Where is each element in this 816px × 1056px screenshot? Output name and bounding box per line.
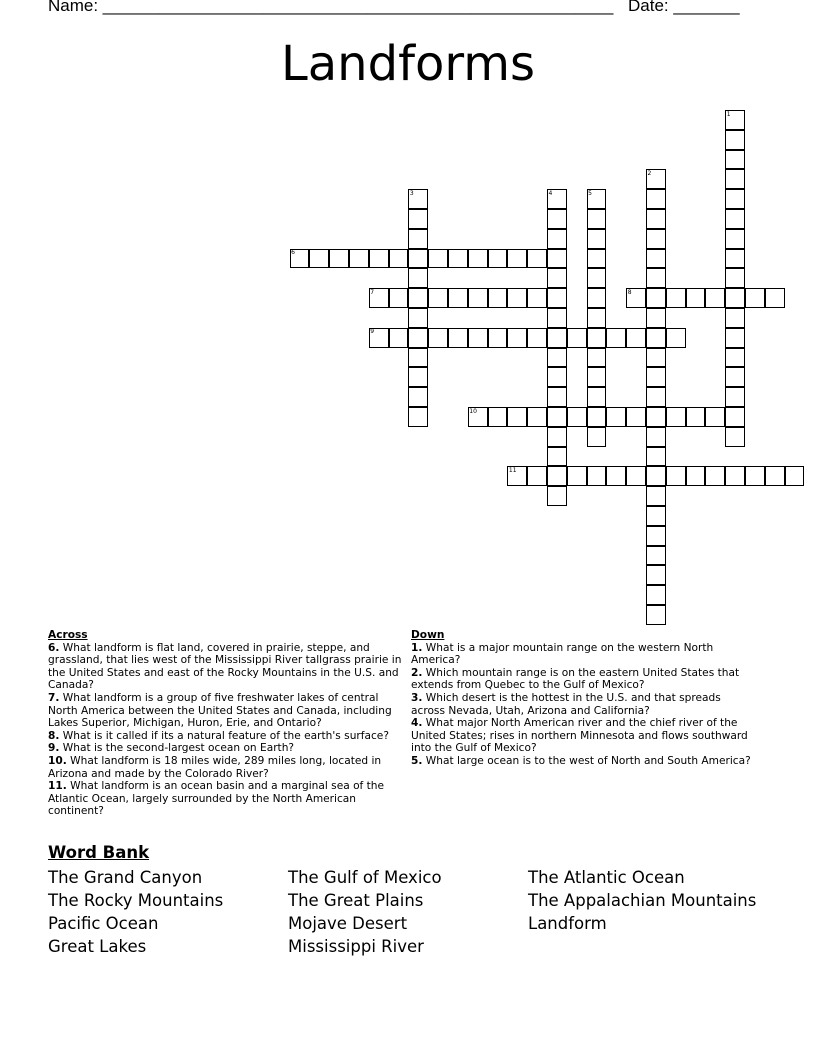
crossword-cell[interactable] xyxy=(686,466,706,486)
crossword-cell[interactable] xyxy=(507,328,527,348)
crossword-cell[interactable] xyxy=(389,328,409,348)
crossword-cell[interactable] xyxy=(646,229,666,249)
crossword-cell[interactable] xyxy=(408,268,428,288)
crossword-cell[interactable] xyxy=(646,526,666,546)
crossword-cell[interactable] xyxy=(428,328,448,348)
crossword-cell[interactable] xyxy=(606,328,626,348)
word-bank-word: Great Lakes xyxy=(48,937,147,956)
crossword-cell[interactable] xyxy=(547,486,567,506)
crossword-cell[interactable] xyxy=(408,407,428,427)
word-bank-word: The Atlantic Ocean xyxy=(528,868,685,887)
crossword-cell[interactable] xyxy=(567,328,587,348)
crossword-cell[interactable] xyxy=(507,249,527,269)
crossword-cell[interactable] xyxy=(408,348,428,368)
crossword-cell[interactable] xyxy=(428,288,448,308)
word-bank-title: Word Bank xyxy=(48,843,150,862)
crossword-cell[interactable] xyxy=(527,328,547,348)
crossword-cell[interactable] xyxy=(448,288,468,308)
crossword-cell[interactable] xyxy=(725,209,745,229)
clue-number: 4 xyxy=(548,189,553,197)
name-field-label[interactable]: Name: ______________________________________________________ xyxy=(48,0,614,15)
crossword-cell[interactable] xyxy=(547,427,567,447)
crossword-cell[interactable] xyxy=(547,387,567,407)
clue-number: 8 xyxy=(627,288,632,296)
word-bank-word: The Appalachian Mountains xyxy=(528,891,757,910)
clue-down-3: 3. Which desert is the hottest in the U.S. and that spreads across Nevada, Utah, Arizona and California? xyxy=(411,691,721,717)
crossword-cell[interactable] xyxy=(468,249,488,269)
crossword-cell[interactable] xyxy=(468,288,488,308)
crossword-cell[interactable] xyxy=(507,288,527,308)
crossword-cell[interactable] xyxy=(587,249,607,269)
crossword-cell[interactable] xyxy=(567,407,587,427)
crossword-cell[interactable] xyxy=(587,407,607,427)
crossword-cell[interactable] xyxy=(329,249,349,269)
crossword-cell[interactable] xyxy=(547,229,567,249)
crossword-cell[interactable] xyxy=(527,466,547,486)
crossword-cell[interactable] xyxy=(488,328,508,348)
word-bank-word: Mojave Desert xyxy=(288,914,408,933)
across-clues xyxy=(48,629,408,818)
crossword-cell[interactable] xyxy=(765,288,785,308)
crossword-cell[interactable] xyxy=(547,288,567,308)
clue-across-8: 8. What is it called if its a natural feature of the earth's surface? xyxy=(48,729,389,742)
crossword-cell[interactable] xyxy=(705,407,725,427)
crossword-cell[interactable] xyxy=(646,308,666,328)
crossword-cell[interactable] xyxy=(408,209,428,229)
crossword-cell[interactable] xyxy=(725,348,745,368)
crossword-cell[interactable] xyxy=(646,605,666,625)
crossword-cell[interactable] xyxy=(587,268,607,288)
clue-number: 7 xyxy=(370,288,375,296)
crossword-cell[interactable] xyxy=(587,367,607,387)
crossword-cell[interactable] xyxy=(587,387,607,407)
crossword-cell[interactable] xyxy=(725,367,745,387)
crossword-cell[interactable] xyxy=(785,466,805,486)
crossword-cell[interactable] xyxy=(587,348,607,368)
clue-across-7: 7. What landform is a group of five freshwater lakes of central North America between the United States and Canada, including Lakes Superior, Michigan, Huron, Erie, and Ontario? xyxy=(48,691,392,730)
crossword-cell[interactable] xyxy=(646,209,666,229)
crossword-cell[interactable] xyxy=(606,407,626,427)
crossword-cell[interactable] xyxy=(646,249,666,269)
crossword-cell[interactable] xyxy=(646,387,666,407)
down-clues xyxy=(411,629,756,768)
crossword-cell[interactable] xyxy=(646,407,666,427)
crossword-cell[interactable] xyxy=(646,565,666,585)
crossword-cell[interactable] xyxy=(646,189,666,209)
clue-across-6: 6. What landform is flat land, covered in prairie, steppe, and grassland, that lies west of the Mississippi River tallgrass prairie in the United States and east of the Rocky Mountains in the U.S. and Canada? xyxy=(48,641,402,692)
crossword-cell[interactable] xyxy=(705,288,725,308)
crossword-cell[interactable] xyxy=(646,328,666,348)
crossword-cell[interactable] xyxy=(448,328,468,348)
crossword-cell[interactable] xyxy=(745,466,765,486)
crossword-cell[interactable] xyxy=(725,229,745,249)
crossword-cell[interactable] xyxy=(547,348,567,368)
clue-down-4: 4. What major North American river and the chief river of the United States; rises in northern Minnesota and flows southward into the Gulf of Mexico? xyxy=(411,717,748,755)
crossword-cell[interactable] xyxy=(587,288,607,308)
word-bank-word: The Great Plains xyxy=(288,891,424,910)
crossword-cell[interactable] xyxy=(488,288,508,308)
clue-number: 11 xyxy=(508,466,517,474)
crossword-cell[interactable] xyxy=(725,328,745,348)
crossword-cell[interactable] xyxy=(408,308,428,328)
crossword-cell[interactable] xyxy=(686,288,706,308)
crossword-cell[interactable] xyxy=(725,387,745,407)
crossword-cell[interactable] xyxy=(646,367,666,387)
crossword-cell[interactable] xyxy=(527,288,547,308)
crossword-cell[interactable] xyxy=(587,209,607,229)
crossword-cell[interactable] xyxy=(646,486,666,506)
crossword-cell[interactable] xyxy=(725,308,745,328)
clue-across-11: 11. What landform is an ocean basin and a marginal sea of the Atlantic Ocean, largely surrounded by the North American continent? xyxy=(48,780,385,818)
crossword-cell[interactable] xyxy=(468,328,488,348)
crossword-cell[interactable] xyxy=(626,407,646,427)
clue-number: 5 xyxy=(588,189,592,197)
word-bank-word: Landform xyxy=(528,914,607,933)
crossword-cell[interactable] xyxy=(725,466,745,486)
crossword-cell[interactable] xyxy=(646,427,666,447)
crossword-cell[interactable] xyxy=(725,169,745,189)
crossword-cell[interactable] xyxy=(666,466,686,486)
crossword-cell[interactable] xyxy=(547,447,567,467)
crossword-cell[interactable] xyxy=(646,288,666,308)
crossword-cell[interactable] xyxy=(765,466,785,486)
crossword-cell[interactable] xyxy=(725,150,745,170)
word-bank-word: Mississippi River xyxy=(288,937,424,956)
crossword-cell[interactable] xyxy=(686,407,706,427)
crossword-cell[interactable] xyxy=(408,288,428,308)
clue-across-10: 10. What landform is 18 miles wide, 289 miles long, located in Arizona and made by the Colorado River? xyxy=(48,754,382,780)
crossword-cell[interactable] xyxy=(527,407,547,427)
crossword-cell[interactable] xyxy=(527,249,547,269)
crossword-cell[interactable] xyxy=(725,427,745,447)
crossword-cell[interactable] xyxy=(666,328,686,348)
crossword-cell[interactable] xyxy=(646,268,666,288)
crossword-cell[interactable] xyxy=(547,367,567,387)
crossword-cell[interactable] xyxy=(448,249,468,269)
crossword-cell[interactable] xyxy=(587,466,607,486)
crossword-cell[interactable] xyxy=(646,348,666,368)
crossword-cell[interactable] xyxy=(626,328,646,348)
crossword-cell[interactable] xyxy=(745,288,765,308)
crossword-cell[interactable] xyxy=(408,249,428,269)
crossword-cell[interactable] xyxy=(606,466,626,486)
word-bank-word: The Rocky Mountains xyxy=(48,891,224,910)
crossword-cell[interactable] xyxy=(547,466,567,486)
crossword-cell[interactable] xyxy=(666,288,686,308)
clue-across-9: 9. What is the second-largest ocean on Earth? xyxy=(48,742,295,755)
crossword-cell[interactable] xyxy=(646,447,666,467)
crossword-cell[interactable] xyxy=(389,288,409,308)
crossword-cell[interactable] xyxy=(725,249,745,269)
clue-number: 6 xyxy=(291,249,295,257)
word-bank-word: Pacific Ocean xyxy=(48,914,159,933)
crossword-cell[interactable] xyxy=(428,249,448,269)
clue-number: 9 xyxy=(370,328,375,336)
clue-number: 10 xyxy=(469,407,477,415)
crossword-cell[interactable] xyxy=(547,407,567,427)
crossword-cell[interactable] xyxy=(488,249,508,269)
crossword-cell[interactable] xyxy=(646,546,666,566)
crossword-cell[interactable] xyxy=(666,407,686,427)
crossword-cell[interactable] xyxy=(547,328,567,348)
crossword-cell[interactable] xyxy=(725,130,745,150)
crossword-cell[interactable] xyxy=(725,189,745,209)
crossword-cell[interactable] xyxy=(408,387,428,407)
crossword-cell[interactable] xyxy=(725,288,745,308)
crossword-cell[interactable] xyxy=(349,249,369,269)
crossword-cell[interactable] xyxy=(547,268,567,288)
clue-number: 2 xyxy=(647,169,652,177)
crossword-cell[interactable] xyxy=(725,407,745,427)
date-field-label[interactable]: Date: _______ xyxy=(628,0,740,15)
crossword-cell[interactable] xyxy=(309,249,329,269)
crossword-cell[interactable] xyxy=(705,466,725,486)
crossword-cell[interactable] xyxy=(507,407,527,427)
clue-number: 3 xyxy=(409,189,414,197)
crossword-cell[interactable] xyxy=(646,466,666,486)
word-bank-word: The Grand Canyon xyxy=(48,868,203,887)
crossword-cell[interactable] xyxy=(626,466,646,486)
crossword-cell[interactable] xyxy=(587,328,607,348)
clue-down-2: 2. Which mountain range is on the eastern United States that extends from Quebec to the Gulf of Mexico? xyxy=(411,666,740,692)
crossword-cell[interactable] xyxy=(408,328,428,348)
crossword-cell[interactable] xyxy=(567,466,587,486)
clue-down-1: 1. What is a major mountain range on the western North America? xyxy=(411,641,714,667)
crossword-cell[interactable] xyxy=(587,229,607,249)
crossword-cell[interactable] xyxy=(389,249,409,269)
crossword-cell[interactable] xyxy=(488,407,508,427)
crossword-cell[interactable] xyxy=(587,427,607,447)
crossword-cell[interactable] xyxy=(547,249,567,269)
clue-number: 1 xyxy=(726,110,731,118)
crossword-cell[interactable] xyxy=(547,209,567,229)
crossword-cell[interactable] xyxy=(369,249,389,269)
crossword-cell[interactable] xyxy=(408,367,428,387)
down-heading: Down xyxy=(411,629,445,641)
across-heading: Across xyxy=(48,629,88,641)
crossword-cell[interactable] xyxy=(408,229,428,249)
crossword-cell[interactable] xyxy=(587,308,607,328)
word-bank-word: The Gulf of Mexico xyxy=(288,868,442,887)
clue-down-5: 5. What large ocean is to the west of North and South America? xyxy=(411,754,751,767)
crossword-cell[interactable] xyxy=(646,506,666,526)
page-title: Landforms xyxy=(281,36,535,92)
crossword-cell[interactable] xyxy=(646,585,666,605)
crossword-cell[interactable] xyxy=(547,308,567,328)
crossword-cell[interactable] xyxy=(725,268,745,288)
